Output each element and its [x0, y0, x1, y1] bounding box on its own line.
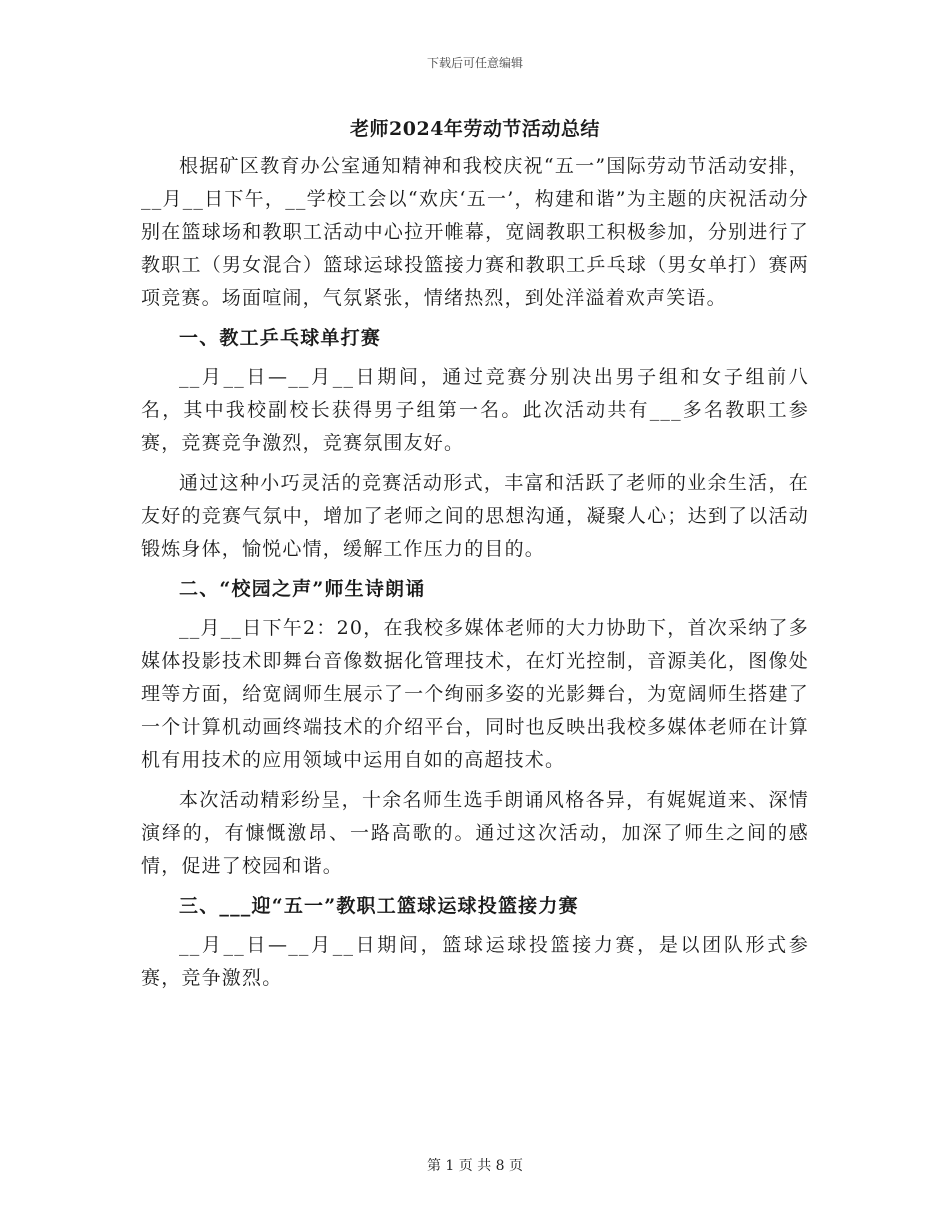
document-title: 老师2024年劳动节活动总结 — [350, 118, 600, 140]
section-1-paragraph-2: 通过这种小巧灵活的竞赛活动形式，丰富和活跃了老师的业余生活，在友好的竞赛气氛中，增加了老师之间的思想沟通，凝聚人心；达到了以活动锻炼身体，愉悦心情，缓解工作压力的目的。 — [141, 472, 809, 560]
section-3-heading: 三、___迎“五一”教职工篮球运球投篮接力赛 — [179, 895, 579, 917]
section-2-paragraph-2: 本次活动精彩纷呈，十余名师生选手朗诵风格各异，有娓娓道来、深情演绎的，有慷慨激昂、一路高歌的。通过这次活动，加深了师生之间的感情，促进了校园和谐。 — [141, 789, 809, 877]
intro-paragraph: 根据矿区教育办公室通知精神和我校庆祝“五一”国际劳动节活动安排，__月__日下午，__学校工会以“欢庆‘五一’，构建和谐”为主题的庆祝活动分别在篮球场和教职工活动中心拉开帷幕，宽阔教职工积极参加，分别进行了教职工（男女混合）篮球运球投篮接力赛和教职工乒乓球（男女单打）赛两项竞赛。场面喧闹，气氛紧张，情绪热烈，到处洋溢着欢声笑语。 — [141, 155, 809, 309]
header-note: 下载后可任意编辑 — [426, 56, 523, 70]
section-1-heading: 一、教工乒乓球单打赛 — [179, 327, 382, 349]
section-3-paragraph-1: __月__日—__月__日期间，篮球运球投篮接力赛，是以团队形式参赛，竞争激烈。 — [141, 934, 809, 989]
section-1-paragraph-1: __月__日—__月__日期间，通过竞赛分别决出男子组和女子组前八名，其中我校副校长获得男子组第一名。此次活动共有___多名教职工参赛，竞赛竞争激烈，竞赛氛围友好。 — [141, 366, 809, 454]
section-2-heading: 二、“校园之声”师生诗朗诵 — [179, 578, 426, 600]
section-2-paragraph-1: __月__日下午2：20，在我校多媒体老师的大力协助下，首次采纳了多媒体投影技术即舞台音像数据化管理技术，在灯光控制，音源美化，图像处理等方面，给宽阔师生展示了一个绚丽多姿的光影舞台，为宽阔师生搭建了一个计算机动画终端技术的介绍平台，同时也反映出我校多媒体老师在计算机有用技术的应用领域中运用自如的高超技术。 — [141, 617, 809, 771]
document-body — [141, 150, 809, 1002]
page-number: 第 1 页 共 8 页 — [426, 1158, 524, 1174]
